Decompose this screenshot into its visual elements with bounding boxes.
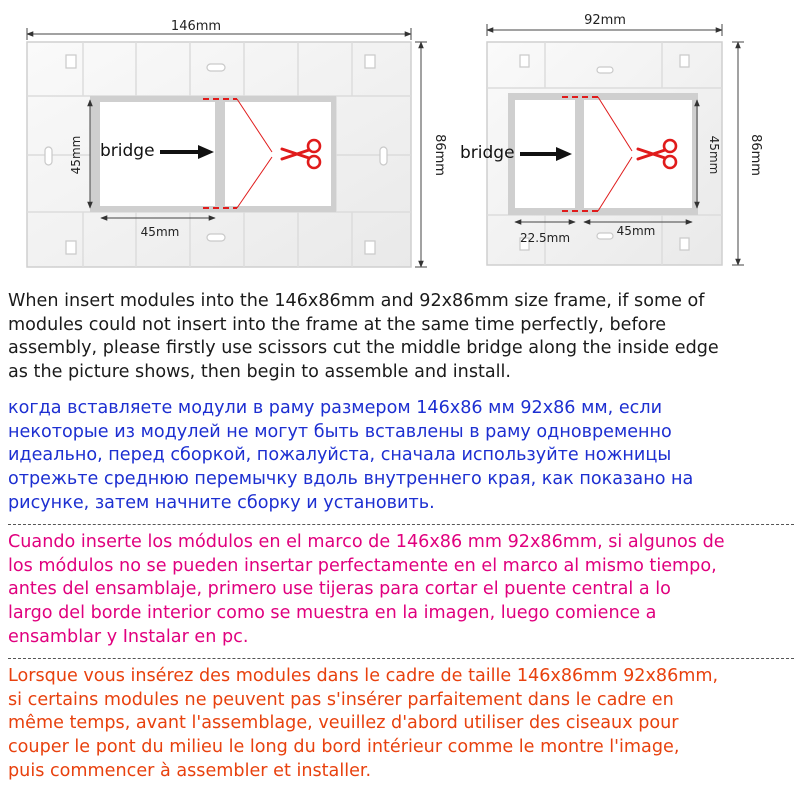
bridge-label-92: bridge (460, 143, 515, 163)
paragraph-russian: когда вставляете модули в раму размером 146х86 мм 92x86 мм, если некоторые из модулей не могут быть вставлены в раму одновременно идеально, перед сборкой, пожалуйста, сначала используйте ножницы отрежьте среднюю перемычку вдоль внутреннего края, как показано на рисунке, затем начните сборку и установить. (8, 398, 694, 513)
bridge-label-146: bridge (100, 141, 155, 161)
opening-width-label-146: 45mm (140, 225, 180, 239)
height-label-92: 86mm (748, 134, 763, 176)
offset-label-92: 22.5mm (519, 231, 571, 245)
divider (8, 658, 794, 659)
frame-146 (27, 19, 447, 267)
paragraph-spanish: Cuando inserte los módulos en el marco de 146x86 mm 92x86mm, si algunos de los módulos no se pueden insertar perfectamente en el marco al mismo tiempo, antes del ensamblaje, primero use tijeras para cortar el puente central a lo largo del borde interior como se muestra en la imagen, luego comience a ensamblar y Instalar en pc. (8, 532, 725, 647)
width-label-92: 92mm (584, 13, 626, 28)
divider (8, 524, 794, 525)
frame-92 (460, 13, 763, 265)
opening-width-label-92: 45mm (616, 224, 656, 238)
opening-height-label-92: 45mm (707, 135, 721, 175)
height-label-146: 86mm (432, 134, 447, 176)
paragraph-french: Lorsque vous insérez des modules dans le cadre de taille 146x86mm 92x86mm, si certains modules ne peuvent pas s'insérer parfaitement dans le cadre en même temps, avant l'assemblage, veuillez d'abord utiliser des ciseaux pour couper le pont du milieu le long du bord intérieur comme le montre l'image, puis commencer à assembler et installer. (8, 666, 719, 781)
paragraph-english: When insert modules into the 146x86mm and 92x86mm size frame, if some of modules could not insert into the frame at the same time perfectly, before assembly, please firstly use scissors cut the middle bridge along the inside edge as the picture shows, then begin to assemble and install. (8, 291, 719, 383)
frame-diagram (0, 0, 800, 285)
width-label-146: 146mm (170, 19, 222, 34)
opening-height-label-146: 45mm (69, 135, 83, 175)
